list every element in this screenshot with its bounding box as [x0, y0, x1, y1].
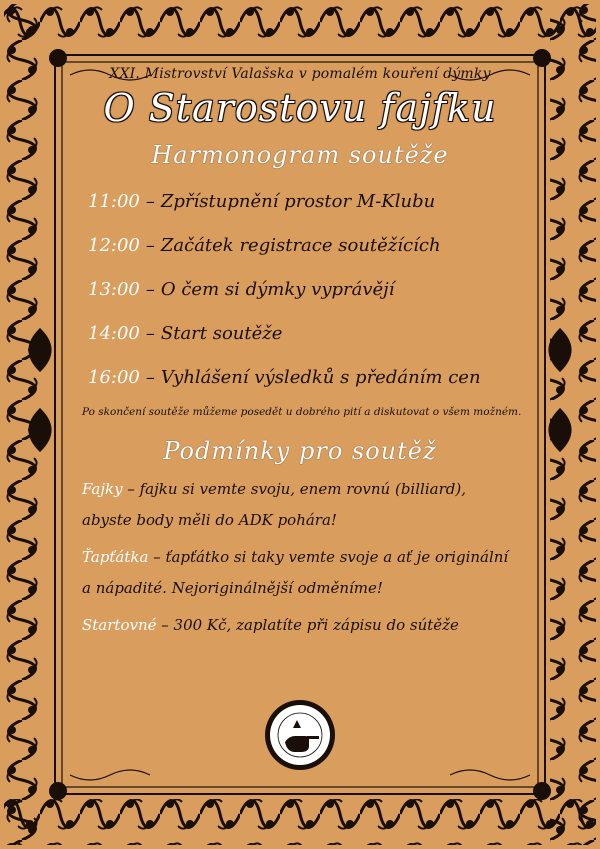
schedule-item — [88, 312, 518, 356]
condition-item — [82, 474, 518, 536]
schedule-text: Zpřístupnění prostor M-Klubu — [160, 191, 436, 212]
schedule-dash: – — [145, 191, 155, 212]
condition-item — [82, 542, 518, 604]
condition-key: Fajky — [82, 480, 123, 498]
conditions-list — [82, 474, 518, 641]
condition-key: Startovné — [82, 616, 157, 634]
schedule-item — [88, 268, 518, 312]
condition-text: – 300 Kč, zaplatíte při zápisu do sútěže — [156, 616, 459, 634]
schedule-item — [88, 180, 518, 224]
schedule-dash: – — [145, 279, 155, 300]
poster-content — [82, 62, 522, 647]
schedule-time: 11:00 — [88, 191, 140, 212]
event-subtitle: XXI. Mistrovství Valašska v pomalém kouření dýmky — [109, 66, 491, 82]
event-title: O Starostovu fajfku — [103, 86, 497, 130]
schedule-dash: – — [145, 235, 155, 256]
schedule-text: O čem si dýmky vyprávějí — [160, 279, 395, 300]
conditions-heading: Podmínky pro soutěž — [163, 437, 437, 465]
condition-text: – fajku si vemte svoju, enem rovnú (billiard), abyste body měli do ADK pohára! — [82, 480, 466, 529]
schedule-list — [88, 180, 518, 400]
schedule-time: 14:00 — [88, 323, 140, 344]
schedule-dash: – — [145, 367, 155, 388]
schedule-heading: Harmonogram soutěže — [151, 141, 449, 169]
condition-key: Ťapťátka — [82, 548, 149, 566]
condition-item — [82, 610, 518, 641]
schedule-item — [88, 224, 518, 268]
after-contest-note: Po skončení soutěže můžeme posedět u dobrého pití a diskutovat o všem možném. — [82, 406, 522, 418]
schedule-item — [88, 356, 518, 400]
schedule-time: 12:00 — [88, 235, 140, 256]
schedule-text: Start soutěže — [160, 323, 283, 344]
schedule-dash: – — [145, 323, 155, 344]
schedule-time: 13:00 — [88, 279, 140, 300]
club-logo — [263, 698, 337, 772]
schedule-text: Vyhlášení výsledků s předáním cen — [160, 367, 481, 388]
schedule-time: 16:00 — [88, 367, 140, 388]
condition-text: – ťapťátko si taky vemte svoje a ať je originální a nápadité. Nejoriginálnější odměníme! — [82, 548, 509, 597]
schedule-text: Začátek registrace soutěžících — [160, 235, 441, 256]
